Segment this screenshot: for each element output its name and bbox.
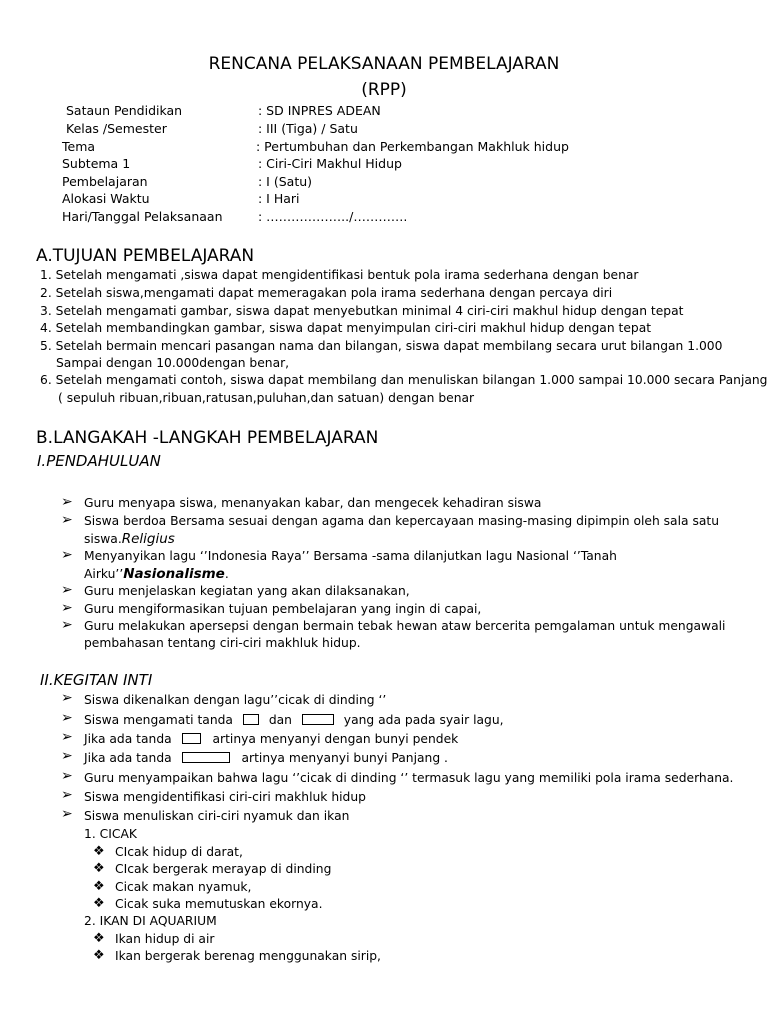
arrow-bullet-icon: ➢ [61, 690, 73, 706]
list-text: artinya menyanyi bunyi Panjang . [241, 751, 448, 765]
list-item: Cicak suka memutuskan ekornya. [115, 897, 323, 911]
info-value: : I Hari [258, 191, 300, 206]
list-text: artinya menyanyi dengan bunyi pendek [212, 732, 459, 746]
document-title: RENCANA PELAKSANAAN PEMBELAJARAN [208, 54, 560, 74]
list-text: Siswa mengamati tanda [84, 713, 233, 727]
arrow-bullet-icon: ➢ [61, 748, 73, 764]
list-item: Guru menyampaikan bahwa lagu ‘’cicak di dinding ‘’ termasuk lagu yang memiliki pola irama sederhana. [84, 771, 734, 785]
arrow-bullet-icon: ➢ [61, 768, 73, 784]
diamond-bullet-icon: ❖ [93, 844, 105, 859]
diamond-bullet-icon: ❖ [93, 896, 105, 911]
list-text: siswa. [84, 532, 122, 546]
list-item [84, 732, 458, 746]
list-item: Ikan bergerak berenag menggunakan sirip, [115, 949, 381, 963]
diamond-bullet-icon: ❖ [93, 879, 105, 894]
pendahuluan-heading: I.PENDAHULUAN [37, 452, 161, 470]
info-label: Hari/Tanggal Pelaksanaan [62, 209, 223, 224]
list-item: 1. Setelah mengamati ,siswa dapat mengidentifikasi bentuk pola irama sederhana dengan benar [40, 268, 639, 282]
arrow-bullet-icon: ➢ [61, 617, 73, 633]
list-item: Ikan hidup di air [115, 932, 215, 946]
info-label: Kelas /Semester [66, 121, 167, 136]
list-item: 6. Setelah mengamati contoh, siswa dapat membilang dan menuliskan bilangan 1.000 sampai 10.000 secara Panjang [40, 373, 768, 387]
section-b-heading: B.LANGAKAH -LANGKAH PEMBELAJARAN [36, 428, 379, 448]
list-item: Guru mengiformasikan tujuan pembelajaran yang ingin di capai, [84, 602, 482, 616]
info-value: : III (Tiga) / Satu [258, 121, 358, 136]
diamond-bullet-icon: ❖ [93, 948, 105, 963]
long-note-box [182, 752, 230, 763]
long-note-box [302, 714, 334, 725]
short-note-box [243, 714, 259, 725]
info-value: : ………………../…………. [258, 209, 408, 224]
list-text: yang ada pada syair lagu, [343, 713, 504, 727]
list-item: CIcak hidup di darat, [115, 845, 243, 859]
list-text: Jika ada tanda [84, 732, 172, 746]
diamond-bullet-icon: ❖ [93, 861, 105, 876]
list-item-continuation [84, 531, 175, 547]
info-value: : SD INPRES ADEAN [258, 103, 381, 118]
sublist-title-cicak: 1. CICAK [84, 827, 137, 841]
list-text: Airku’’ [84, 567, 124, 581]
arrow-bullet-icon: ➢ [61, 710, 73, 726]
short-note-box [182, 733, 201, 744]
arrow-bullet-icon: ➢ [61, 729, 73, 745]
list-item: Siswa mengidentifikasi ciri-ciri makhluk hidup [84, 790, 366, 804]
list-item: Siswa berdoa Bersama sesuai dengan agama dan kepercayaan masing-masing dipimpin oleh sala satu [84, 514, 720, 528]
diamond-bullet-icon: ❖ [93, 931, 105, 946]
list-item [84, 713, 504, 727]
section-a-heading: A.TUJUAN PEMBELAJARAN [36, 246, 255, 266]
arrow-bullet-icon: ➢ [61, 787, 73, 803]
list-item: 3. Setelah mengamati gambar, siswa dapat menyebutkan minimal 4 ciri-ciri makhul hidup dengan tepat [40, 304, 684, 318]
list-item-continuation: pembahasan tentang ciri-ciri makhluk hidup. [84, 636, 361, 650]
list-text: Jika ada tanda [84, 751, 172, 765]
document-subtitle: (RPP) [361, 80, 407, 100]
info-label: Sataun Pendidikan [66, 103, 183, 118]
list-item: 5. Setelah bermain mencari pasangan nama dan bilangan, siswa dapat membilang secara urut bilangan 1.000 [40, 339, 723, 353]
list-item: Cicak makan nyamuk, [115, 880, 252, 894]
list-item: Guru menjelaskan kegiatan yang akan dilaksanakan, [84, 584, 410, 598]
list-item-continuation: Sampai dengan 10.000dengan benar, [56, 356, 290, 370]
list-item: Menyanyikan lagu ‘’Indonesia Raya’’ Bersama -sama dilanjutkan lagu Nasional ‘’Tanah [84, 549, 617, 563]
arrow-bullet-icon: ➢ [61, 600, 73, 616]
list-item: Siswa menuliskan ciri-ciri nyamuk dan ikan [84, 809, 350, 823]
kegiatan-inti-heading: II.KEGITAN INTI [40, 671, 153, 689]
list-item: Guru menyapa siswa, menanyakan kabar, dan mengecek kehadiran siswa [84, 496, 542, 510]
list-item: CIcak bergerak merayap di dinding [115, 862, 332, 876]
info-value: : Ciri-Ciri Makhul Hidup [258, 156, 402, 171]
info-value: : Pertumbuhan dan Perkembangan Makhluk hidup [256, 139, 569, 154]
info-value: : I (Satu) [258, 174, 313, 189]
arrow-bullet-icon: ➢ [61, 806, 73, 822]
arrow-bullet-icon: ➢ [61, 512, 73, 528]
sublist-title-ikan: 2. IKAN DI AQUARIUM [84, 914, 217, 928]
list-item: 2. Setelah siswa,mengamati dapat memeragakan pola irama sederhana dengan percaya diri [40, 286, 613, 300]
list-item: 4. Setelah membandingkan gambar, siswa dapat menyimpulan ciri-ciri makhul hidup dengan tepat [40, 321, 652, 335]
list-item-continuation [84, 566, 229, 582]
arrow-bullet-icon: ➢ [61, 494, 73, 510]
list-item: Guru melakukan apersepsi dengan bermain tebak hewan ataw bercerita pemgalaman untuk mengawali [84, 619, 726, 633]
character-value-religius: Religius [121, 531, 175, 547]
list-text: . [224, 567, 229, 581]
info-label: Pembelajaran [62, 174, 148, 189]
character-value-nasionalisme: Nasionalisme [123, 566, 225, 582]
arrow-bullet-icon: ➢ [61, 582, 73, 598]
info-label: Tema [62, 139, 96, 154]
list-item: Siswa dikenalkan dengan lagu’’cicak di dinding ‘’ [84, 693, 387, 707]
list-text: dan [268, 713, 292, 727]
info-label: Alokasi Waktu [62, 191, 150, 206]
info-label: Subtema 1 [62, 156, 131, 171]
arrow-bullet-icon: ➢ [61, 547, 73, 563]
list-item [84, 751, 448, 765]
list-item-continuation: ( sepuluh ribuan,ribuan,ratusan,puluhan,dan satuan) dengan benar [58, 391, 475, 405]
